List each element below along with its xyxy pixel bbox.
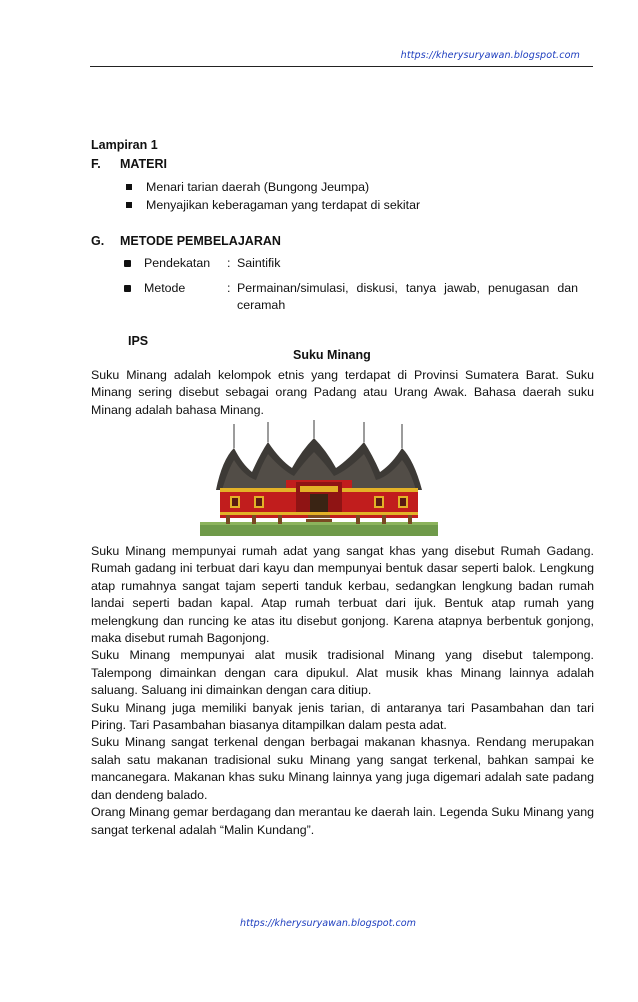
article-paragraph: Suku Minang juga memiliki banyak jenis tarian, di antaranya tari Pasambahan dan tari Piring. Tari Pasambahan biasanya ditampilkan dalam pesta adat. [91,700,594,733]
article-title: Suku Minang [293,348,371,362]
metode-value: Saintifik [237,256,281,270]
article-paragraph: Suku Minang sangat terkenal dengan berbagai makanan khasnya. Rendang merupakan salah satu makanan tradisional suku Minang yang sangat terkenal, bahkan sampai ke mancanegara. Makanan khas suku Minang lainnya yang juga digemari adalah sate padang dan dendeng balado. [91,735,594,802]
header-divider [90,66,593,67]
article-paragraph: Suku Minang mempunyai alat musik tradisional Minang yang disebut talempong. Talempong dimainkan dengan cara dipukul. Alat musik khas Minang lainnya adalah saluang. Saluang ini dimainkan dengan cara ditiup. [91,648,594,698]
list-item: Menari tarian daerah (Bungong Jeumpa) [124,178,420,196]
materi-list [124,178,420,214]
article-body [91,543,594,839]
subject-label: IPS [128,334,149,348]
rumah-gadang-icon [196,420,442,540]
bullet-icon [124,260,131,267]
header-link[interactable]: https://kherysuryawan.blogspot.com [400,50,580,61]
section-title: MATERI [120,157,167,171]
metode-colon: : [227,281,231,295]
section-materi-heading [91,157,167,171]
section-number: F. [91,157,101,171]
metode-label: Pendekatan [144,256,211,270]
footer-link[interactable]: https://kherysuryawan.blogspot.com [240,918,416,929]
metode-label: Metode [144,281,186,295]
article-intro: Suku Minang adalah kelompok etnis yang terdapat di Provinsi Sumatera Barat. Suku Minang sering disebut sebagai orang Padang atau Urang Awak. Bahasa daerah suku Minang adalah bahasa Minang. [91,368,594,417]
section-title: METODE PEMBELAJARAN [120,234,281,248]
article-paragraph: Orang Minang gemar berdagang dan merantau ke daerah lain. Legenda Suku Minang yang sangat terkenal adalah “Malin Kundang”. [91,805,594,837]
lampiran-heading: Lampiran 1 [91,138,158,152]
article-paragraph: Suku Minang mempunyai rumah adat yang sangat khas yang disebut Rumah Gadang. Rumah gadang ini terbuat dari kayu dan mempunyai bentuk dasar seperti balok. Lengkung atap rumahnya sangat tajam seperti tanduk kerbau, sedangkan lengkung badan rumah landai seperti badan kapal. Atap rumah terbuat dari ijuk. Bentuk atap rumah yang melengkung dan runcing ke atas itu disebut gonjong. Karena atapnya berbentuk gonjong, maka disebut rumah Bagonjong. [91,544,594,646]
metode-colon: : [227,256,231,270]
section-number: G. [91,234,105,248]
section-metode-heading [91,234,281,248]
metode-value: Permainan/simulasi, diskusi, tanya jawab, penugasan dan ceramah [237,281,578,312]
bullet-icon [124,285,131,292]
list-item: Menyajikan keberagaman yang terdapat di sekitar [124,196,420,214]
